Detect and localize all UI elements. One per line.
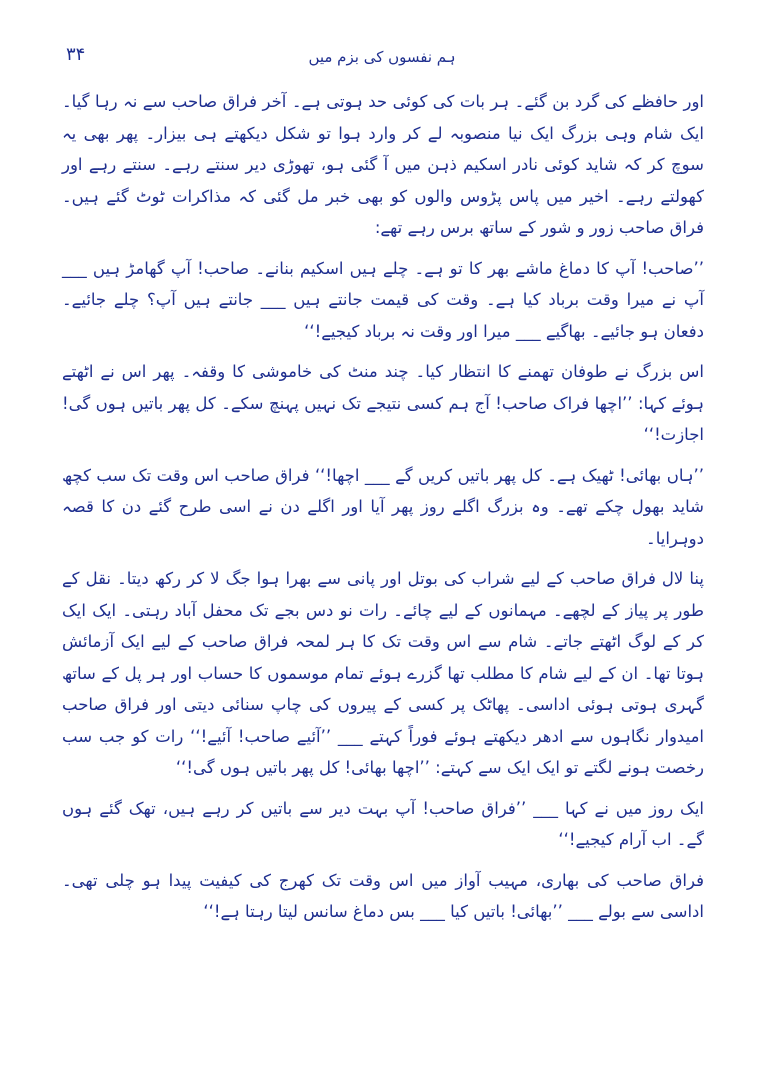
- paragraph: ایک روز میں نے کہا ___ ’’فراق صاحب! آپ بہت دیر سے باتیں کر رہے ہیں، تھک گئے ہوں گے۔ اب آرام کیجیے!‘‘: [62, 798, 704, 849]
- paragraph: ’’صاحب! آپ کا دماغ ماشے بھر کا تو ہے۔ چلے ہیں اسکیم بنانے۔ صاحب! آپ گھامڑ ہیں ___ آپ نے میرا وقت برباد کیا ہے۔ وقت کی قیمت جانتے ہیں ___ جانتے ہیں آپ؟ چلے جائیے۔ دفعان ہو جائیے۔ بھاگیے ___ میرا اور وقت نہ برباد کیجیے!‘‘: [62, 258, 704, 341]
- paragraph: فراق صاحب کی بھاری، مہیب آواز میں اس وقت تک کھرج کی کیفیت پیدا ہو چلی تھی۔ اداسی سے بولے ___ ’’بھائی! باتیں کیا ___ بس دماغ سانس لیتا رہتا ہے!‘‘: [62, 870, 704, 921]
- paragraph: ’’ہاں بھائی! ٹھیک ہے۔ کل پھر باتیں کریں گے ___ اچھا!‘‘ فراق صاحب اس وقت تک سب کچھ شاید بھول چکے تھے۔ وہ بزرگ اگلے روز پھر آیا اور اگلے دن نے اسی طرح گئے دن کا قصہ دوہرایا۔: [62, 465, 704, 548]
- running-title: ہم نفسوں کی بزم میں: [308, 48, 456, 66]
- page-header: [60, 42, 704, 72]
- body-text: [62, 86, 704, 937]
- page-number: ۳۴: [66, 44, 86, 65]
- paragraph: اور حافظے کی گرد بن گئے۔ ہر بات کی کوئی حد ہوتی ہے۔ آخر فراق صاحب سے نہ رہا گیا۔ ایک شام وہی بزرگ ایک نیا منصوبہ لے کر وارد ہوا تو شکل دیکھتے ہی بیزار۔ پھر بھی یہ سوچ کر کہ شاید کوئی نادر اسکیم ذہن میں آ گئی ہو، تھوڑی دیر سنتے رہے۔ سنتے رہے اور کھولتے رہے۔ اخیر میں پاس پڑوس والوں کو بھی خبر مل گئی کہ مذاکرات ٹوٹ گئے ہیں۔ فراق صاحب زور و شور کے ساتھ برس رہے تھے:: [62, 92, 704, 237]
- paragraph: اس بزرگ نے طوفان تھمنے کا انتظار کیا۔ چند منٹ کی خاموشی کا وقفہ۔ پھر اس نے اٹھتے ہوئے کہا: ’’اچھا فراک صاحب! آج ہم کسی نتیجے تک نہیں پہنچ سکے۔ کل پھر باتیں ہوں گی! اجازت!‘‘: [62, 362, 704, 444]
- paragraph: پنا لال فراق صاحب کے لیے شراب کی بوتل اور پانی سے بھرا ہوا جگ لا کر رکھ دیتا۔ نقل کے طور پر پیاز کے لچھے۔ مہمانوں کے لیے چائے۔ رات نو دس بجے تک محفل آباد رہتی۔ ایک ایک کر کے لوگ اٹھتے جاتے۔ شام سے اس وقت تک کا ہر لمحہ فراق صاحب کے لیے ایک آزمائش ہوتا تھا۔ ان کے لیے شام کا مطلب تھا گزرے ہوئے تمام موسموں کا حساب اور ہر پل کے ساتھ گہری ہوتی ہوئی اداسی۔ پھاٹک پر کسی کے پیروں کی چاپ سنائی دیتی اور فراق صاحب امیدوار نگاہوں سے ادھر دیکھتے ہوئے فوراً کہتے ___ ’’آئیے صاحب! آئیے!‘‘ رات کو جب سب رخصت ہونے لگتے تو ایک ایک سے کہتے: ’’اچھا بھائی! کل پھر باتیں ہوں گی!‘‘: [62, 569, 704, 777]
